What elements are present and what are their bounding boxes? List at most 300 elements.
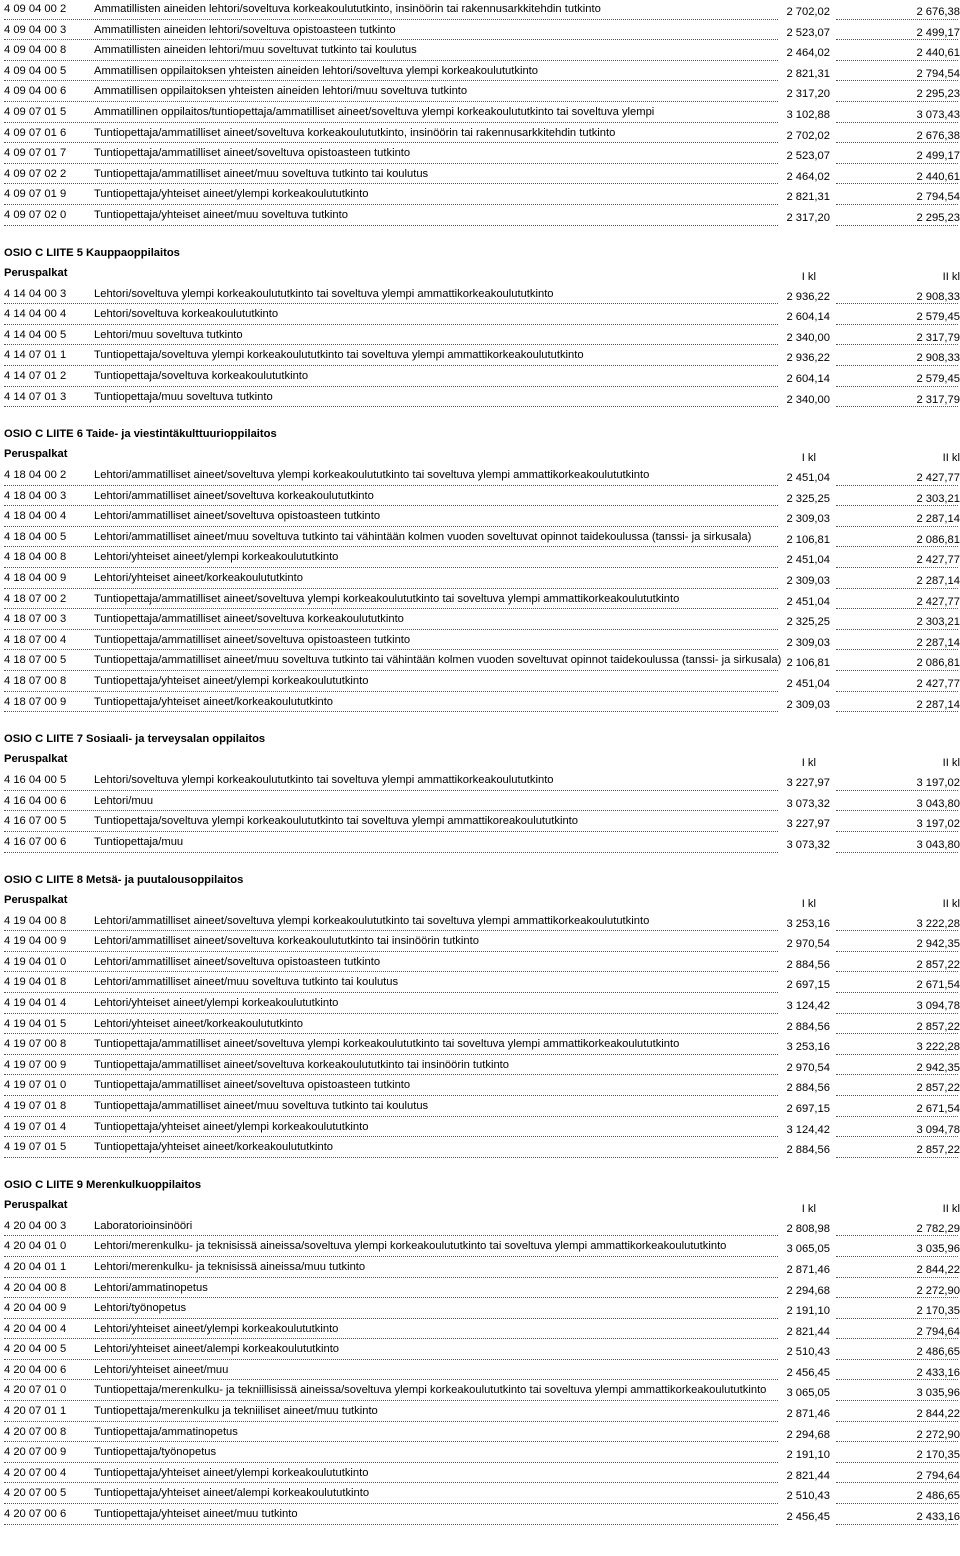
row-value-class-1: 2 340,00: [786, 331, 830, 344]
row-description: Tuntiopettaja/yhteiset aineet/ylempi korkeakoulututkinto: [94, 1120, 369, 1133]
dotted-leader: [4, 122, 778, 123]
row-code: 4 19 07 01 8: [4, 1099, 67, 1112]
row-value-class-1: 2 523,07: [786, 150, 830, 163]
row-code: 4 09 07 01 9: [4, 188, 67, 201]
row-value-class-2: 2 942,35: [916, 1061, 960, 1074]
row-value-class-2: 2 427,77: [916, 595, 960, 608]
row-code: 4 18 04 00 9: [4, 572, 67, 585]
row-value-class-2: 3 035,96: [916, 1243, 960, 1256]
row-value-class-1: 3 227,97: [786, 818, 830, 831]
row-value-class-2: 2 486,65: [916, 1346, 960, 1359]
row-description: Tuntiopettaja/yhteiset aineet/ylempi korkeakoulututkinto: [94, 1466, 369, 1479]
dotted-leader: [4, 670, 778, 671]
salary-row: [4, 1138, 960, 1159]
row-value-class-2: 2 794,54: [916, 191, 960, 204]
row-value-class-2: 2 857,22: [916, 1020, 960, 1033]
dotted-leader: [4, 790, 778, 791]
dotted-leader: [4, 1338, 778, 1339]
dotted-leader: [836, 831, 958, 832]
dotted-leader: [4, 810, 778, 811]
dotted-leader: [4, 324, 778, 325]
row-description: Lehtori/ammatilliset aineet/soveltuva ylempi korkeakoulututkinto tai soveltuva ylempi ammattikorkeakoulututkinto: [94, 469, 650, 482]
header-class-1: I kl: [801, 757, 816, 770]
row-value-class-1: 3 253,16: [786, 917, 830, 930]
row-description: Tuntiopettaja/ammatilliset aineet/muu soveltuva tutkinto tai koulutus: [94, 167, 429, 180]
salary-row: [4, 610, 960, 631]
dotted-leader: [836, 930, 958, 931]
salary-row: [4, 1423, 960, 1444]
row-code: 4 20 04 01 0: [4, 1240, 67, 1253]
row-value-class-1: 2 191,10: [786, 1305, 830, 1318]
section-spacer: [4, 854, 960, 872]
row-value-class-1: 2 451,04: [786, 472, 830, 485]
row-value-class-2: 3 197,02: [916, 818, 960, 831]
row-value-class-1: 2 808,98: [786, 1222, 830, 1235]
row-value-class-1: 2 340,00: [786, 393, 830, 406]
dotted-leader: [4, 831, 778, 832]
dotted-leader: [836, 1277, 958, 1278]
row-code: 4 14 07 01 1: [4, 349, 67, 362]
dotted-leader: [4, 546, 778, 547]
row-description: Lehtori/ammatilliset aineet/soveltuva opistoasteen tutkinto: [94, 955, 381, 968]
row-description: Lehtori/muu: [94, 794, 154, 807]
row-description: Lehtori/ammatilliset aineet/muu soveltuva tutkinto tai vähintään kolmen vuoden soveltuvat opinnot taidekoulussa (tanssi- ja sirkusala): [94, 530, 752, 543]
salary-row: [4, 21, 960, 42]
dotted-leader: [836, 101, 958, 102]
row-description: Lehtori/merenkulku- ja teknisissä aineissa/soveltuva ylempi korkeakoulututkinto tai soveltuva ylempi ammattikorkeakoulututkinto: [94, 1240, 727, 1253]
salary-row: [4, 771, 960, 792]
row-value-class-2: 3 073,43: [916, 108, 960, 121]
row-description: Ammatillisen oppilaitoksen yhteisten aineiden lehtori/soveltuva ylempi korkeakoulututkinto: [94, 64, 539, 77]
salary-section: [4, 1159, 960, 1526]
row-description: Lehtori/ammatilliset aineet/muu soveltuva tutkinto tai koulutus: [94, 976, 399, 989]
row-value-class-1: 2 309,03: [786, 636, 830, 649]
row-code: 4 14 04 00 4: [4, 308, 67, 321]
dotted-leader: [4, 365, 778, 366]
dotted-leader: [836, 951, 958, 952]
dotted-leader: [4, 1074, 778, 1075]
row-value-class-1: 3 073,32: [786, 839, 830, 851]
section-spacer: [4, 408, 960, 426]
dotted-leader: [836, 1297, 958, 1298]
row-code: 4 09 04 00 2: [4, 3, 67, 15]
dotted-leader: [4, 505, 778, 506]
row-value-class-2: 2 272,90: [916, 1428, 960, 1441]
row-value-class-2: 2 287,14: [916, 698, 960, 711]
dotted-leader: [4, 1256, 778, 1257]
row-description: Tuntiopettaja/ammatilliset aineet/soveltuva opistoasteen tutkinto: [94, 633, 411, 646]
salary-row: [4, 1402, 960, 1423]
row-code: 4 18 04 00 3: [4, 489, 67, 502]
salary-row: [4, 1097, 960, 1118]
salary-section: [4, 713, 960, 853]
section-title: OSIO C LIITE 6 Taide- ja viestintäkulttuurioppilaitos: [4, 428, 277, 441]
salary-row: [4, 165, 960, 186]
row-value-class-2: 2 287,14: [916, 513, 960, 526]
row-value-class-1: 2 456,45: [786, 1511, 830, 1524]
row-description: Tuntiopettaja/yhteiset aineet/korkeakoulututkinto: [94, 1141, 334, 1154]
row-description: Lehtori/yhteiset aineet/korkeakoulututkinto: [94, 1017, 303, 1030]
dotted-leader: [4, 1482, 778, 1483]
dotted-leader: [836, 588, 958, 589]
header-class-2: II kl: [942, 270, 960, 283]
dotted-leader: [4, 406, 778, 407]
row-value-class-1: 2 325,25: [786, 492, 830, 505]
row-value-class-1: 2 697,15: [786, 979, 830, 992]
salary-row: [4, 82, 960, 103]
row-value-class-1: 2 464,02: [786, 47, 830, 60]
dotted-leader: [836, 608, 958, 609]
salary-row: [4, 912, 960, 933]
row-description: Lehtori/yhteiset aineet/korkeakoulututkinto: [94, 572, 303, 585]
dotted-leader: [836, 1421, 958, 1422]
row-code: 4 18 07 00 9: [4, 695, 67, 708]
dotted-leader: [836, 365, 958, 366]
row-value-class-2: 2 579,45: [916, 311, 960, 324]
dotted-leader: [836, 971, 958, 972]
dotted-leader: [4, 608, 778, 609]
row-value-class-2: 3 094,78: [916, 999, 960, 1012]
dotted-leader: [4, 930, 778, 931]
dotted-leader: [4, 1235, 778, 1236]
header-label: Peruspalkat: [4, 893, 68, 906]
dotted-leader: [836, 303, 958, 304]
row-value-class-2: 2 317,79: [916, 393, 960, 406]
row-value-class-1: 2 294,68: [786, 1428, 830, 1441]
row-description: Lehtori/merenkulku- ja teknisissä aineissa/muu tutkinto: [94, 1260, 366, 1273]
row-code: 4 20 07 00 8: [4, 1425, 67, 1438]
salary-row: [4, 833, 960, 854]
salary-row: [4, 994, 960, 1015]
dotted-leader: [836, 204, 958, 205]
dotted-leader: [836, 1054, 958, 1055]
dotted-leader: [836, 1462, 958, 1463]
row-value-class-2: 2 676,38: [916, 6, 960, 18]
row-description: Lehtori/yhteiset aineet/alempi korkeakoulututkinto: [94, 1343, 340, 1356]
dotted-leader: [836, 485, 958, 486]
row-description: Tuntiopettaja/ammatinopetus: [94, 1425, 238, 1438]
row-description: Lehtori/yhteiset aineet/ylempi korkeakoulututkinto: [94, 551, 339, 564]
row-description: Tuntiopettaja/työnopetus: [94, 1446, 217, 1459]
row-value-class-1: 2 325,25: [786, 616, 830, 629]
row-code: 4 09 04 00 8: [4, 44, 67, 57]
dotted-leader: [4, 19, 778, 20]
row-value-class-2: 2 676,38: [916, 129, 960, 142]
dotted-leader: [4, 1277, 778, 1278]
column-header: [4, 1197, 960, 1217]
row-code: 4 18 07 00 4: [4, 633, 67, 646]
row-description: Tuntiopettaja/ammatilliset aineet/soveltuva ylempi korkeakoulututkinto tai soveltuva ylempi ammattikorkeakoulututkinto: [94, 592, 680, 605]
row-code: 4 09 07 02 2: [4, 167, 67, 180]
row-value-class-2: 2 303,21: [916, 616, 960, 629]
row-value-class-1: 3 253,16: [786, 1041, 830, 1054]
row-description: Tuntiopettaja/ammatilliset aineet/soveltuva korkeakoulututkinto tai insinöörin tutkinto: [94, 1058, 509, 1071]
row-value-class-1: 2 936,22: [786, 290, 830, 303]
salary-row: [4, 1118, 960, 1139]
dotted-leader: [4, 588, 778, 589]
salary-row: [4, 1258, 960, 1279]
row-value-class-2: 2 794,64: [916, 1325, 960, 1338]
row-value-class-2: 2 295,23: [916, 211, 960, 224]
row-code: 4 20 04 00 4: [4, 1322, 67, 1335]
row-value-class-2: 2 440,61: [916, 47, 960, 60]
row-description: Lehtori/soveltuva ylempi korkeakoulututkinto tai soveltuva ylempi ammattikorkeakoulututkinto: [94, 774, 554, 787]
row-value-class-2: 2 857,22: [916, 958, 960, 971]
salary-section: [4, 227, 960, 409]
row-value-class-1: 2 309,03: [786, 575, 830, 588]
row-description: Tuntiopettaja/ammatilliset aineet/soveltuva ylempi korkeakoulututkinto tai soveltuva ylempi ammattikorkeakoulututkinto: [94, 1038, 680, 1051]
dotted-leader: [836, 183, 958, 184]
salary-row: [4, 1076, 960, 1097]
dotted-leader: [836, 691, 958, 692]
row-description: Tuntiopettaja/yhteiset aineet/ylempi korkeakoulututkinto: [94, 188, 369, 201]
dotted-leader: [836, 790, 958, 791]
row-value-class-1: 2 510,43: [786, 1490, 830, 1503]
dotted-leader: [4, 39, 778, 40]
dotted-leader: [836, 546, 958, 547]
row-value-class-2: 3 043,80: [916, 839, 960, 851]
salary-row: [4, 1279, 960, 1300]
dotted-leader: [836, 526, 958, 527]
dotted-leader: [836, 1338, 958, 1339]
row-value-class-1: 2 309,03: [786, 698, 830, 711]
row-value-class-1: 3 073,32: [786, 797, 830, 810]
dotted-leader: [4, 1400, 778, 1401]
dotted-leader: [836, 852, 958, 853]
row-value-class-2: 2 782,29: [916, 1222, 960, 1235]
row-value-class-2: 2 272,90: [916, 1284, 960, 1297]
salary-row: [4, 1464, 960, 1485]
dotted-leader: [836, 1441, 958, 1442]
salary-row: [4, 1056, 960, 1077]
dotted-leader: [4, 1033, 778, 1034]
dotted-leader: [4, 971, 778, 972]
row-code: 4 18 04 00 2: [4, 469, 67, 482]
dotted-leader: [836, 1400, 958, 1401]
row-value-class-2: 2 427,77: [916, 678, 960, 691]
dotted-leader: [836, 1235, 958, 1236]
salary-row: [4, 62, 960, 83]
salary-row: [4, 1381, 960, 1402]
column-header: [4, 892, 960, 912]
initial-salary-table: [4, 0, 960, 227]
row-code: 4 18 07 00 5: [4, 654, 67, 667]
row-value-class-2: 2 317,79: [916, 331, 960, 344]
row-value-class-2: 2 579,45: [916, 372, 960, 385]
row-value-class-2: 2 295,23: [916, 88, 960, 101]
dotted-leader: [4, 691, 778, 692]
dotted-leader: [836, 670, 958, 671]
section-title: OSIO C LIITE 5 Kauppaoppilaitos: [4, 246, 180, 259]
dotted-leader: [4, 1136, 778, 1137]
row-value-class-1: 2 884,56: [786, 1020, 830, 1033]
column-header: [4, 751, 960, 771]
salary-row: [4, 103, 960, 124]
header-class-1: I kl: [801, 1202, 816, 1215]
row-code: 4 20 04 00 3: [4, 1219, 67, 1232]
column-header: [4, 265, 960, 285]
dotted-leader: [836, 122, 958, 123]
dotted-leader: [836, 1033, 958, 1034]
row-description: Tuntiopettaja/ammatilliset aineet/muu soveltuva tutkinto tai koulutus: [94, 1099, 429, 1112]
row-value-class-1: 2 702,02: [786, 6, 830, 18]
header-label: Peruspalkat: [4, 266, 68, 279]
dotted-leader: [4, 303, 778, 304]
dotted-leader: [4, 142, 778, 143]
row-description: Lehtori/soveltuva korkeakoulututkinto: [94, 308, 279, 321]
dotted-leader: [836, 1256, 958, 1257]
row-value-class-2: 2 794,54: [916, 67, 960, 80]
row-value-class-1: 2 523,07: [786, 26, 830, 39]
salary-row: [4, 185, 960, 206]
row-value-class-1: 2 451,04: [786, 678, 830, 691]
row-value-class-1: 2 106,81: [786, 533, 830, 546]
row-code: 4 19 04 00 9: [4, 935, 67, 948]
row-code: 4 19 04 01 5: [4, 1017, 67, 1030]
dotted-leader: [836, 1524, 958, 1525]
row-value-class-2: 2 287,14: [916, 636, 960, 649]
row-value-class-1: 2 821,44: [786, 1325, 830, 1338]
row-description: Ammatillisten aineiden lehtori/soveltuva korkeakoulututkinto, insinöörin tai rakennusarkkitehdin tutkinto: [94, 3, 601, 15]
salary-row: [4, 1320, 960, 1341]
row-description: Ammatillisen oppilaitoksen yhteisten aineiden lehtori/muu soveltuva tutkinto: [94, 85, 468, 98]
dotted-leader: [4, 344, 778, 345]
row-description: Tuntiopettaja/yhteiset aineet/muu tutkinto: [94, 1508, 298, 1521]
row-code: 4 19 04 00 8: [4, 914, 67, 927]
row-code: 4 20 04 01 1: [4, 1260, 67, 1273]
row-description: Tuntiopettaja/soveltuva korkeakoulututkinto: [94, 369, 309, 382]
row-value-class-1: 2 510,43: [786, 1346, 830, 1359]
row-code: 4 20 04 00 8: [4, 1281, 67, 1294]
dotted-leader: [836, 225, 958, 226]
header-class-2: II kl: [942, 897, 960, 910]
row-code: 4 18 04 00 5: [4, 530, 67, 543]
row-value-class-1: 2 464,02: [786, 170, 830, 183]
row-value-class-1: 2 970,54: [786, 938, 830, 951]
salary-row: [4, 285, 960, 306]
dotted-leader: [4, 1462, 778, 1463]
row-description: Tuntiopettaja/yhteiset aineet/alempi korkeakoulututkinto: [94, 1487, 370, 1500]
dotted-leader: [836, 1379, 958, 1380]
row-description: Tuntiopettaja/ammatilliset aineet/soveltuva korkeakoulututkinto: [94, 613, 404, 626]
dotted-leader: [836, 1116, 958, 1117]
row-description: Lehtori/soveltuva ylempi korkeakoulututkinto tai soveltuva ylempi ammattikorkeakoulututkinto: [94, 287, 554, 300]
salary-section: [4, 854, 960, 1159]
row-value-class-2: 3 222,28: [916, 1041, 960, 1054]
dotted-leader: [836, 629, 958, 630]
dotted-leader: [836, 142, 958, 143]
row-code: 4 19 07 01 0: [4, 1079, 67, 1092]
row-value-class-1: 2 821,31: [786, 67, 830, 80]
row-value-class-2: 2 857,22: [916, 1144, 960, 1157]
dotted-leader: [836, 1318, 958, 1319]
row-value-class-2: 2 427,77: [916, 472, 960, 485]
header-label: Peruspalkat: [4, 448, 68, 461]
salary-row: [4, 326, 960, 347]
salary-row: [4, 1015, 960, 1036]
column-header: [4, 446, 960, 466]
row-description: Lehtori/yhteiset aineet/ylempi korkeakoulututkinto: [94, 1322, 339, 1335]
dotted-leader: [836, 1359, 958, 1360]
header-class-2: II kl: [942, 1202, 960, 1215]
row-value-class-2: 3 222,28: [916, 917, 960, 930]
dotted-leader: [4, 101, 778, 102]
salary-row: [4, 953, 960, 974]
dotted-leader: [4, 649, 778, 650]
row-description: Tuntiopettaja/soveltuva ylempi korkeakoulututkinto tai soveltuva ylempi ammattikoreakoulututkinto: [94, 815, 579, 828]
row-value-class-2: 2 671,54: [916, 979, 960, 992]
row-value-class-1: 2 317,20: [786, 88, 830, 101]
dotted-leader: [836, 711, 958, 712]
row-code: 4 19 04 01 4: [4, 996, 67, 1009]
dotted-leader: [836, 1095, 958, 1096]
dotted-leader: [4, 711, 778, 712]
row-value-class-2: 2 086,81: [916, 657, 960, 670]
row-value-class-2: 2 433,16: [916, 1511, 960, 1524]
row-description: Ammatillinen oppilaitos/tuntiopettaja/ammatilliset aineet/soveltuva ylempi korkeakoulututkinto tai soveltuva ylempi: [94, 105, 655, 118]
row-value-class-1: 2 309,03: [786, 513, 830, 526]
row-description: Tuntiopettaja/ammatilliset aineet/soveltuva opistoasteen tutkinto: [94, 147, 411, 160]
salary-row: [4, 388, 960, 409]
dotted-leader: [4, 485, 778, 486]
row-value-class-2: 3 197,02: [916, 777, 960, 790]
salary-row: [4, 1217, 960, 1238]
row-description: Ammatillisten aineiden lehtori/muu soveltuvat tutkinto tai koulutus: [94, 44, 417, 57]
row-description: Tuntiopettaja/soveltuva ylempi korkeakoulututkinto tai soveltuva ylempi ammattikorkeakoulututkinto: [94, 349, 584, 362]
row-value-class-1: 2 697,15: [786, 1102, 830, 1115]
dotted-leader: [836, 810, 958, 811]
salary-row: [4, 144, 960, 165]
row-code: 4 14 07 01 3: [4, 390, 67, 403]
salary-row: [4, 812, 960, 833]
row-value-class-2: 2 908,33: [916, 290, 960, 303]
row-value-class-2: 2 170,35: [916, 1449, 960, 1462]
row-description: Lehtori/ammatilliset aineet/soveltuva korkeakoulututkinto tai insinöörin tutkinto: [94, 935, 479, 948]
salary-row: [4, 792, 960, 813]
salary-row: [4, 346, 960, 367]
row-code: 4 19 04 01 8: [4, 976, 67, 989]
row-code: 4 20 07 00 6: [4, 1508, 67, 1521]
salary-row: [4, 548, 960, 569]
row-value-class-2: 2 671,54: [916, 1102, 960, 1115]
dotted-leader: [4, 526, 778, 527]
row-value-class-2: 2 486,65: [916, 1490, 960, 1503]
header-class-2: II kl: [942, 757, 960, 770]
row-description: Tuntiopettaja/merenkulku- ja tekniillisissä aineissa/soveltuva ylempi korkeakoulututkinto tai soveltuva ylempi ammattikorkeakoulututkinto: [94, 1384, 767, 1397]
row-description: Tuntiopettaja/muu soveltuva tutkinto: [94, 390, 273, 403]
row-value-class-2: 2 844,22: [916, 1408, 960, 1421]
row-description: Tuntiopettaja/muu: [94, 836, 184, 848]
section-spacer: [4, 227, 960, 245]
salary-row: [4, 41, 960, 62]
row-code: 4 20 04 00 9: [4, 1302, 67, 1315]
row-value-class-1: 2 884,56: [786, 1144, 830, 1157]
row-value-class-2: 2 440,61: [916, 170, 960, 183]
salary-row: [4, 487, 960, 508]
row-description: Tuntiopettaja/ammatilliset aineet/soveltuva opistoasteen tutkinto: [94, 1079, 411, 1092]
dotted-leader: [4, 80, 778, 81]
dotted-leader: [4, 629, 778, 630]
dotted-leader: [836, 649, 958, 650]
dotted-leader: [836, 567, 958, 568]
row-value-class-1: 2 884,56: [786, 1082, 830, 1095]
row-code: 4 19 07 01 4: [4, 1120, 67, 1133]
dotted-leader: [4, 1013, 778, 1014]
row-value-class-1: 3 065,05: [786, 1387, 830, 1400]
row-value-class-1: 2 451,04: [786, 554, 830, 567]
row-value-class-1: 2 451,04: [786, 595, 830, 608]
row-value-class-2: 2 086,81: [916, 533, 960, 546]
